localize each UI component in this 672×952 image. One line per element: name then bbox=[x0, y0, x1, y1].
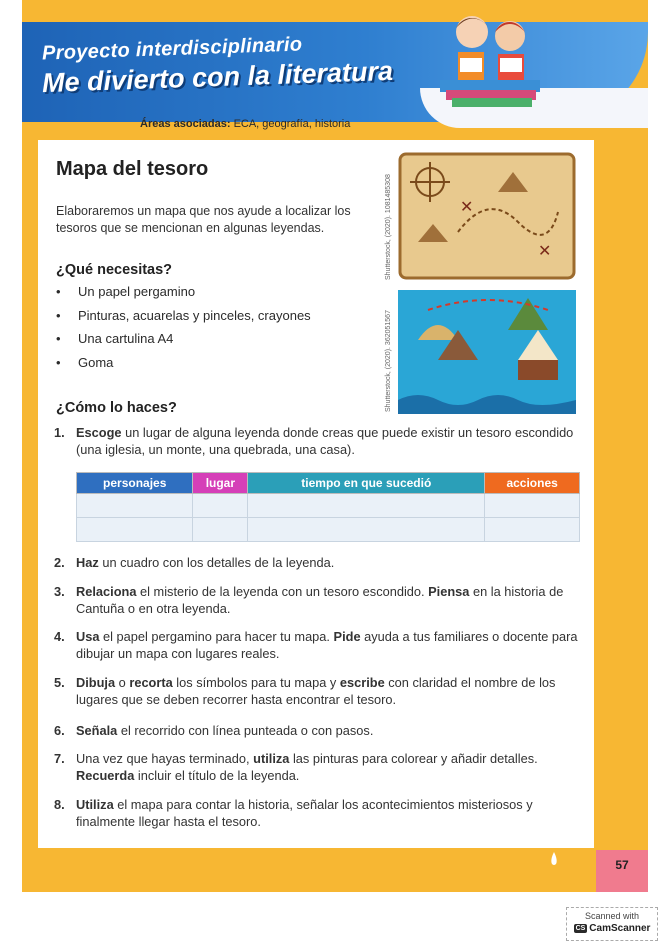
table-header: acciones bbox=[485, 473, 580, 494]
section-intro: Elaboraremos un mapa que nos ayude a localizar los tesoros que se mencionan en algunas leyendas. bbox=[56, 204, 351, 235]
materials-list bbox=[56, 284, 311, 378]
step-8: 8. Utiliza el mapa para contar la historia, señalar los acontecimientos misteriosos y finalmente llegar hasta el tesoro. bbox=[54, 797, 533, 829]
list-item: • Pinturas, acuarelas y pinceles, crayones bbox=[56, 308, 311, 332]
page-title: Me divierto con la literatura bbox=[41, 55, 394, 99]
table-header: lugar bbox=[193, 473, 248, 494]
list-item: • Goma bbox=[56, 355, 311, 379]
table-row bbox=[77, 518, 580, 542]
table-header: personajes bbox=[77, 473, 193, 494]
list-item: • Un papel pergamino bbox=[56, 284, 311, 308]
decorative-drop-icon bbox=[550, 852, 558, 866]
step-5: 5. Dibuja o recorta los símbolos para tu mapa y escribe con claridad el nombre de los lugares que se deben recorrer hasta encontrar el tesoro. bbox=[54, 675, 556, 707]
table-row bbox=[77, 494, 580, 518]
needs-heading: ¿Qué necesitas? bbox=[56, 262, 173, 278]
step-1: 1. Escoge un lugar de alguna leyenda donde creas que puede existir un tesoro escondido (una iglesia, un monte, una quebrada, una casa). bbox=[54, 425, 574, 457]
step-4: 4. Usa el papel pergamino para hacer tu mapa. Pide ayuda a tus familiares o docente para dibujar un mapa con lugares reales. bbox=[54, 629, 578, 661]
svg-text:✕: ✕ bbox=[538, 241, 552, 260]
section-title: Mapa del tesoro bbox=[56, 158, 209, 180]
kids-reading-illustration bbox=[430, 2, 550, 112]
areas-value: ECA, geografía, historia bbox=[233, 118, 351, 130]
pirate-map-image bbox=[398, 290, 576, 414]
step-3: 3. Relaciona el misterio de la leyenda con un tesoro escondido. Piensa en la historia de Cantuña o en otra leyenda. bbox=[54, 584, 564, 616]
image-credit-2: Shutterstock, (2020). 362051567 bbox=[385, 310, 392, 412]
step-2: 2. Haz un cuadro con los detalles de la leyenda. bbox=[54, 555, 335, 570]
list-item: • Una cartulina A4 bbox=[56, 331, 311, 355]
step-6: 6. Señala el recorrido con línea punteada o con pasos. bbox=[54, 723, 374, 738]
how-heading: ¿Cómo lo haces? bbox=[56, 400, 177, 416]
camscanner-watermark: Scanned with CS CamScanner bbox=[566, 907, 658, 941]
image-credit-1: Shutterstock, (2020). 1081485308 bbox=[385, 174, 392, 280]
areas-label: Áreas asociadas: bbox=[140, 118, 231, 130]
table-header: tiempo en que sucedió bbox=[248, 473, 485, 494]
svg-text:✕: ✕ bbox=[460, 197, 474, 216]
page-number: 57 bbox=[596, 850, 648, 892]
camscanner-logo-icon: CS bbox=[575, 924, 586, 932]
legend-details-table bbox=[76, 472, 580, 542]
project-label: Proyecto interdisciplinario bbox=[41, 33, 303, 65]
associated-areas bbox=[140, 118, 350, 130]
step-7: 7. Una vez que hayas terminado, utiliza las pinturas para colorear y añadir detalles. Recuerda incluir el título de la leyenda. bbox=[54, 751, 538, 783]
treasure-map-image bbox=[398, 152, 576, 280]
